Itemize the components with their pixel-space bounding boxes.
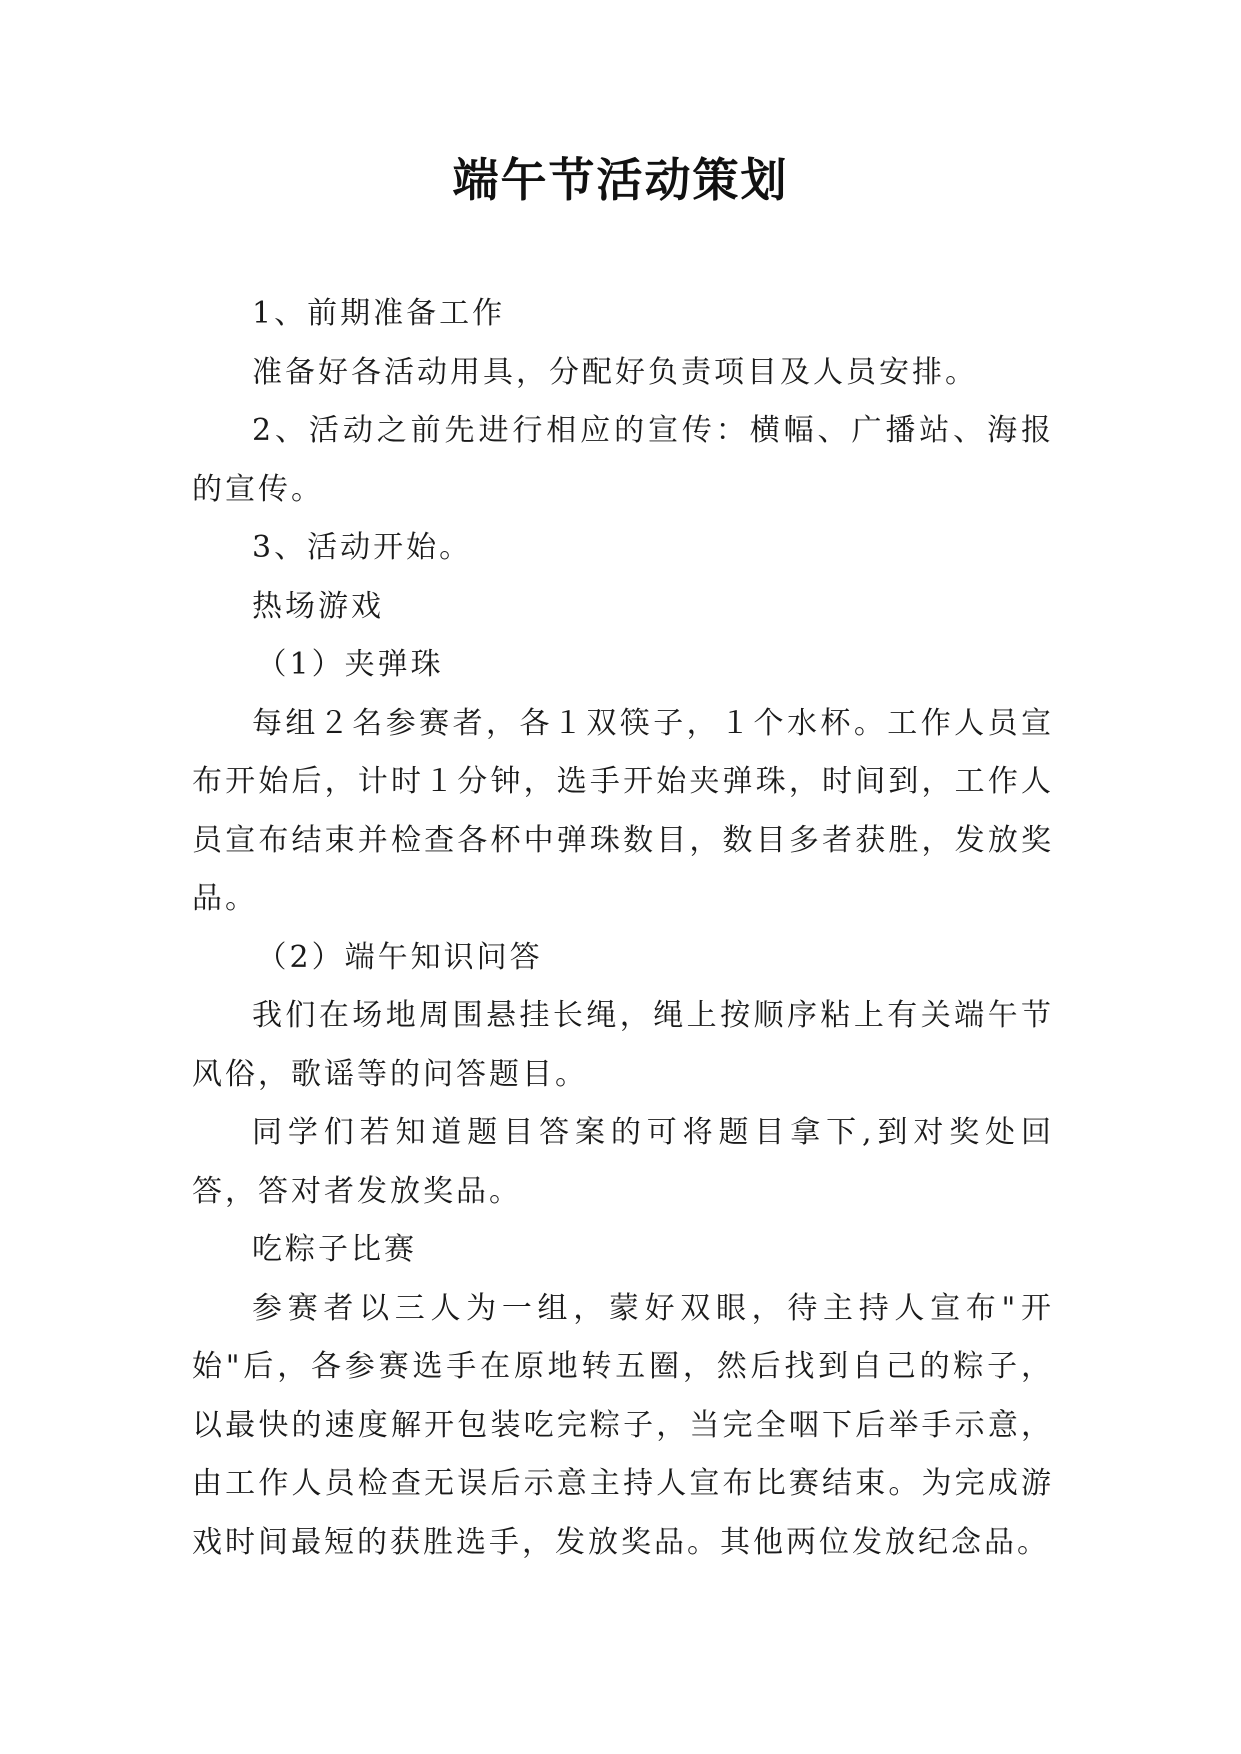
paragraph-marble-rules: 每组２名参赛者，各１双筷子，１个水杯。工作人员宣布开始后，计时１分钟，选手开始夹弹珠，时间到，工作人员宣布结束并检查各杯中弹珠数目，数目多者获胜，发放奖品。: [192, 705, 1054, 916]
paragraph-prep-heading: 1、前期准备工作: [252, 296, 506, 331]
paragraph-quiz-heading: （2）端午知识问答: [256, 939, 543, 975]
paragraph-start: 3、活动开始。: [252, 530, 473, 565]
paragraph-quiz-setup: 我们在场地周围悬挂长绳，绳上按顺序粘上有关端午节风俗，歌谣等的问答题目。: [192, 998, 1054, 1092]
paragraph-promotion: 2、活动之前先进行相应的宣传：横幅、广播站、海报的宣传。: [192, 413, 1054, 507]
paragraph-zongzi-rules: 参赛者以三人为一组，蒙好双眼，待主持人宣布"开始"后，各参赛选手在原地转五圈，然后找到自己的粽子，以最快的速度解开包装吃完粽子，当完全咽下后举手示意，由工作人员检查无误后示意主持人宣布比赛结束。为完成游戏时间最短的获胜选手，发放奖品。其他两位发放纪念品。: [192, 1290, 1054, 1560]
paragraph-prep-detail: 准备好各活动用具，分配好负责项目及人员安排。: [252, 354, 978, 390]
paragraph-zongzi-heading: 吃粽子比赛: [252, 1232, 417, 1267]
document-body: [192, 285, 1054, 1572]
document-title: 端午节活动策划: [452, 153, 789, 207]
paragraph-quiz-rules: 同学们若知道题目答案的可将题目拿下,到对奖处回答，答对者发放奖品。: [192, 1115, 1054, 1209]
paragraph-marble-heading: （1）夹弹珠: [256, 647, 444, 682]
paragraph-warmup-heading: 热场游戏: [252, 588, 384, 624]
